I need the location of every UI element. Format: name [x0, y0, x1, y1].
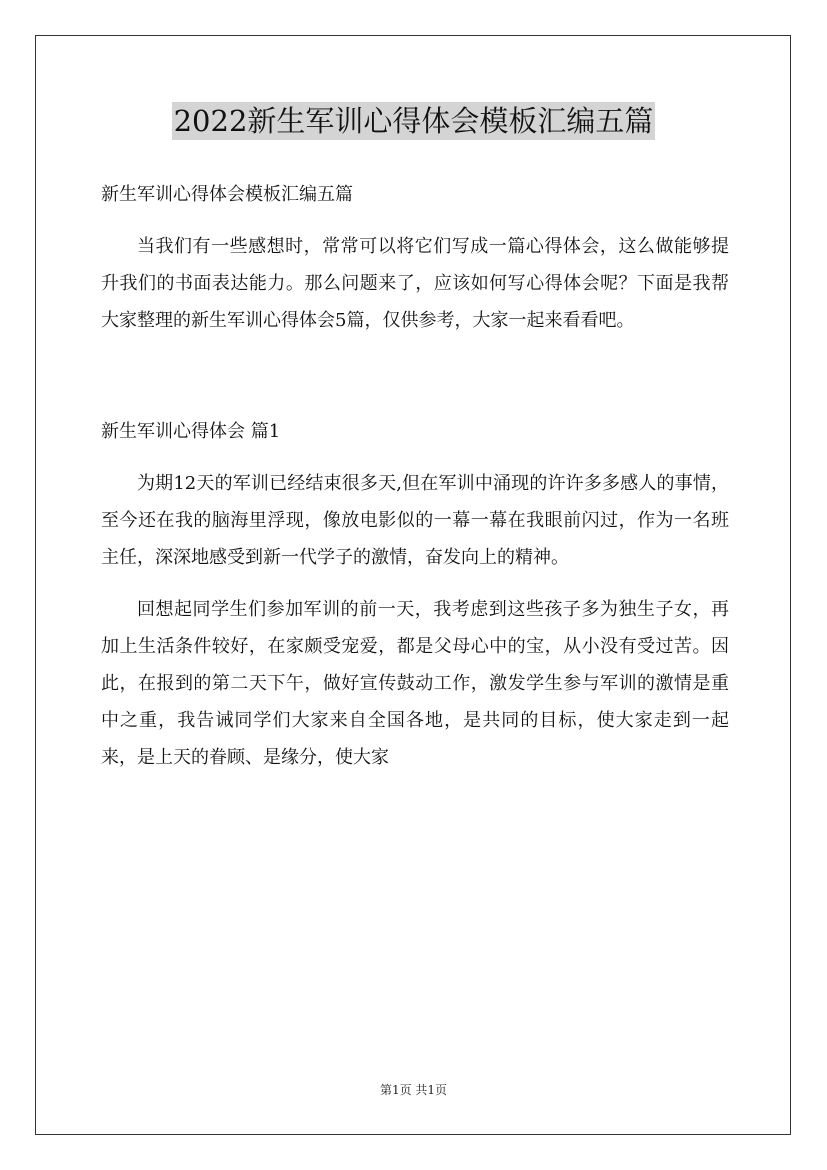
- document-title: 2022新生军训心得体会模板汇编五篇: [173, 104, 654, 138]
- section-heading: 新生军训心得体会 篇1: [101, 421, 281, 442]
- body-paragraph-2: 回想起同学生们参加军训的前一天，我考虑到这些孩子多为独生子女，再加上生活条件较好，在家颇受宠爱，都是父母心中的宝，从小没有受过苦。因此，在报到的第二天下午，做好宣传鼓动工作，激发学生参与军训的激情是重中之重，我告诫同学们大家来自全国各地，是共同的目标，使大家走到一起来，是上天的眷顾、是缘分，使大家: [101, 599, 729, 768]
- document-body: [101, 176, 729, 776]
- body-paragraph-1: 为期12天的军训已经结束很多天,但在军训中涌现的许许多多感人的事情，至今还在我的脑海里浮现，像放电影似的一幕一幕在我眼前闪过，作为一名班主任，深深地感受到新一代学子的激情，奋发向上的精神。: [101, 473, 729, 568]
- spacer: [101, 339, 729, 413]
- document-subtitle: 新生军训心得体会模板汇编五篇: [101, 184, 353, 205]
- spacer: [101, 213, 729, 228]
- spacer: [101, 450, 729, 465]
- page-footer: 第1页 共1页: [379, 1083, 448, 1097]
- intro-paragraph: 当我们有一些感想时，常常可以将它们写成一篇心得体会，这么做能够提升我们的书面表达能力。那么问题来了，应该如何写心得体会呢？下面是我帮大家整理的新生军训心得体会5篇，仅供参考，大家一起来看看吧。: [101, 236, 729, 331]
- spacer: [101, 576, 729, 591]
- title-container: [0, 102, 827, 140]
